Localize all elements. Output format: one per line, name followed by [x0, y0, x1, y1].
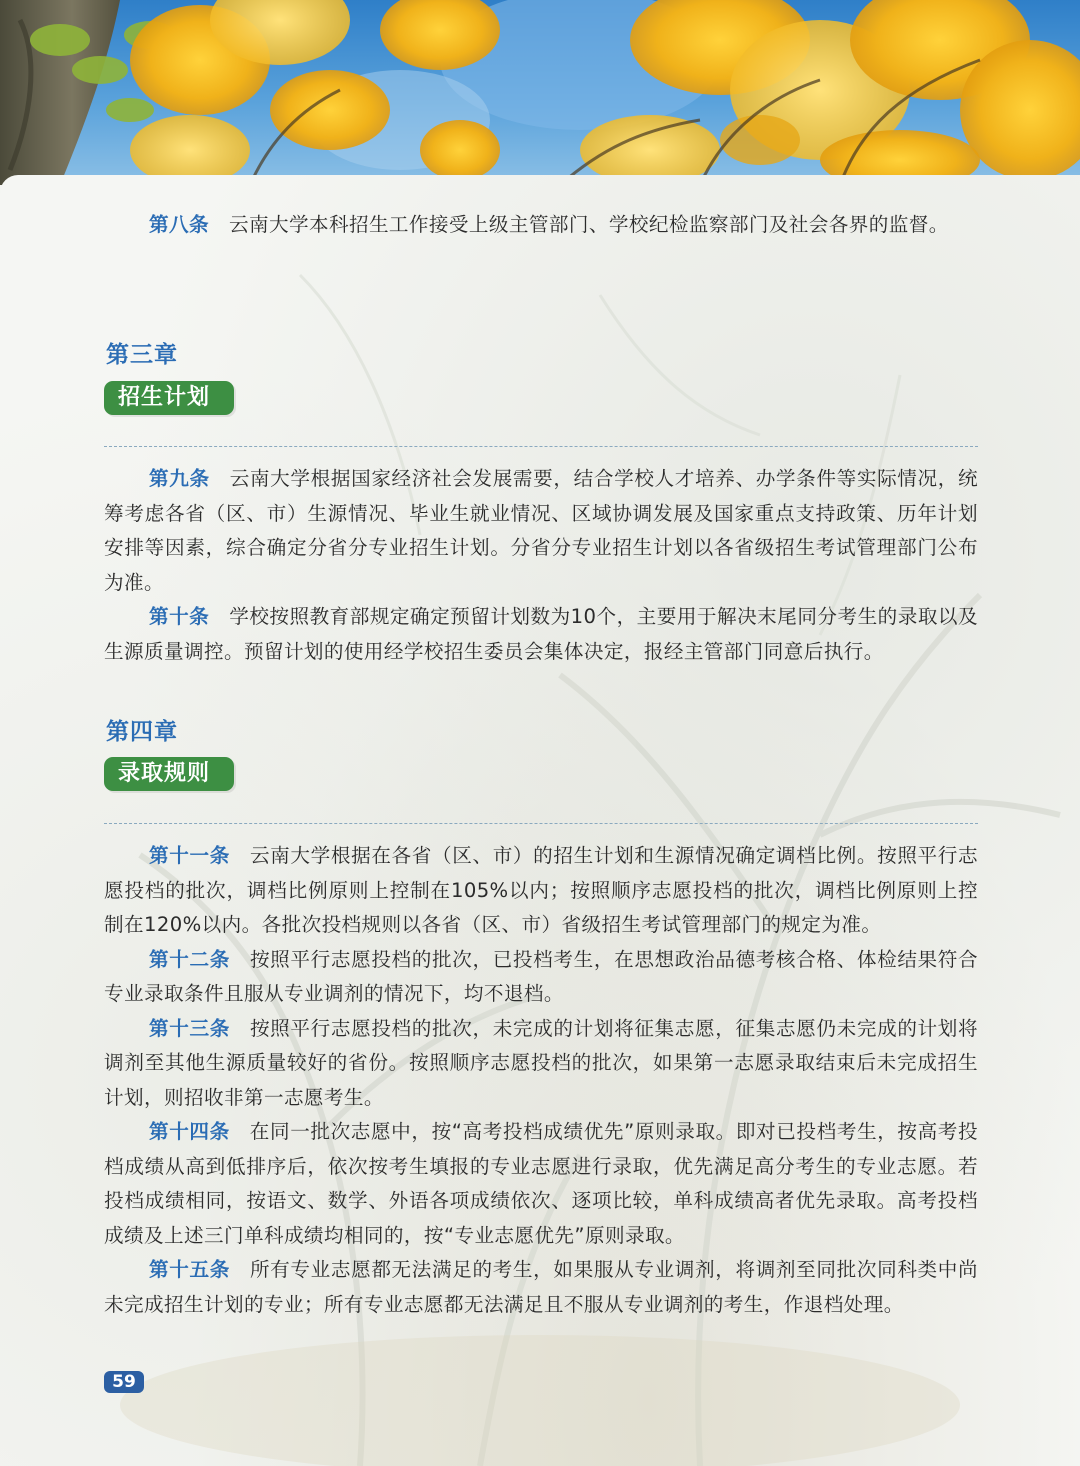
section-divider — [104, 823, 978, 824]
article-text: 云南大学本科招生工作接受上级主管部门、学校纪检监察部门及社会各界的监督。 — [228, 213, 949, 236]
article-label: 第十五条 — [149, 1258, 230, 1281]
chapter-4-articles — [104, 839, 978, 1322]
article-11 — [104, 839, 978, 943]
page-number-badge: 59 — [104, 1371, 144, 1393]
article-9 — [104, 462, 978, 600]
chapter-3-number: 第三章 — [106, 342, 178, 368]
header-banner-image — [0, 0, 1080, 185]
chapter-4-number: 第四章 — [106, 719, 178, 745]
article-label: 第八条 — [149, 213, 209, 236]
article-text: 所有专业志愿都无法满足的考生，如果服从专业调剂，将调剂至同批次同科类中尚未完成招生计划的专业；所有专业志愿都无法满足且不服从专业调剂的考生，作退档处理。 — [104, 1258, 978, 1316]
chapter-3-articles — [104, 462, 978, 669]
chapter-4-title-pill: 录取规则 — [104, 757, 234, 791]
article-label: 第十四条 — [149, 1120, 230, 1143]
article-10 — [104, 600, 978, 669]
article-text: 按照平行志愿投档的批次，未完成的计划将征集志愿，征集志愿仍未完成的计划将调剂至其他生源质量较好的省份。按照顺序志愿投档的批次，如果第一志愿录取结束后未完成招生计划，则招收非第一志愿考生。 — [104, 1016, 978, 1109]
article-14 — [104, 1115, 978, 1253]
section-divider — [104, 446, 978, 447]
article-label: 第十二条 — [149, 947, 230, 971]
ginkgo-sky-illustration — [0, 0, 1080, 185]
article-text: 云南大学根据国家经济社会发展需要，结合学校人才培养、办学条件等实际情况，统筹考虑各省（区、市）生源情况、毕业生就业情况、区域协调发展及国家重点支持政策、历年计划安排等因素，综合确定分省分专业招生计划。分省分专业招生计划以各省级招生考试管理部门公布为准。 — [104, 467, 978, 594]
article-text: 在同一批次志愿中，按“高考投档成绩优先”原则录取。即对已投档考生，按高考投档成绩从高到低排序后，依次按考生填报的专业志愿进行录取，优先满足高分考生的专业志愿。若投档成绩相同，按语文、数学、外语各项成绩依次、逐项比较，单科成绩高者优先录取。高考投档成绩及上述三门单科成绩均相同的，按“专业志愿优先”原则录取。 — [104, 1120, 978, 1247]
article-label: 第十条 — [149, 605, 210, 628]
page-body — [0, 175, 1080, 1466]
article-text: 按照平行志愿投档的批次，已投档考生，在思想政治品德考核合格、体检结果符合专业录取条件且服从专业调剂的情况下，均不退档。 — [104, 947, 978, 1005]
article-12 — [104, 943, 978, 1012]
article-15 — [104, 1253, 978, 1322]
article-8 — [104, 208, 978, 243]
article-label: 第十三条 — [149, 1016, 230, 1040]
article-text: 云南大学根据在各省（区、市）的招生计划和生源情况确定调档比例。按照平行志愿投档的批次，调档比例原则上控制在105%以内；按照顺序志愿投档的批次，调档比例原则上控制在120%以内。各批次投档规则以各省（区、市）省级招生考试管理部门的规定为准。 — [104, 844, 978, 936]
chapter-3-title-pill: 招生计划 — [104, 381, 234, 415]
article-label: 第十一条 — [149, 844, 230, 867]
article-label: 第九条 — [149, 467, 210, 490]
article-text: 学校按照教育部规定确定预留计划数为10个，主要用于解决末尾同分考生的录取以及生源质量调控。预留计划的使用经学校招生委员会集体决定，报经主管部门同意后执行。 — [104, 605, 979, 663]
article-13 — [104, 1012, 978, 1116]
